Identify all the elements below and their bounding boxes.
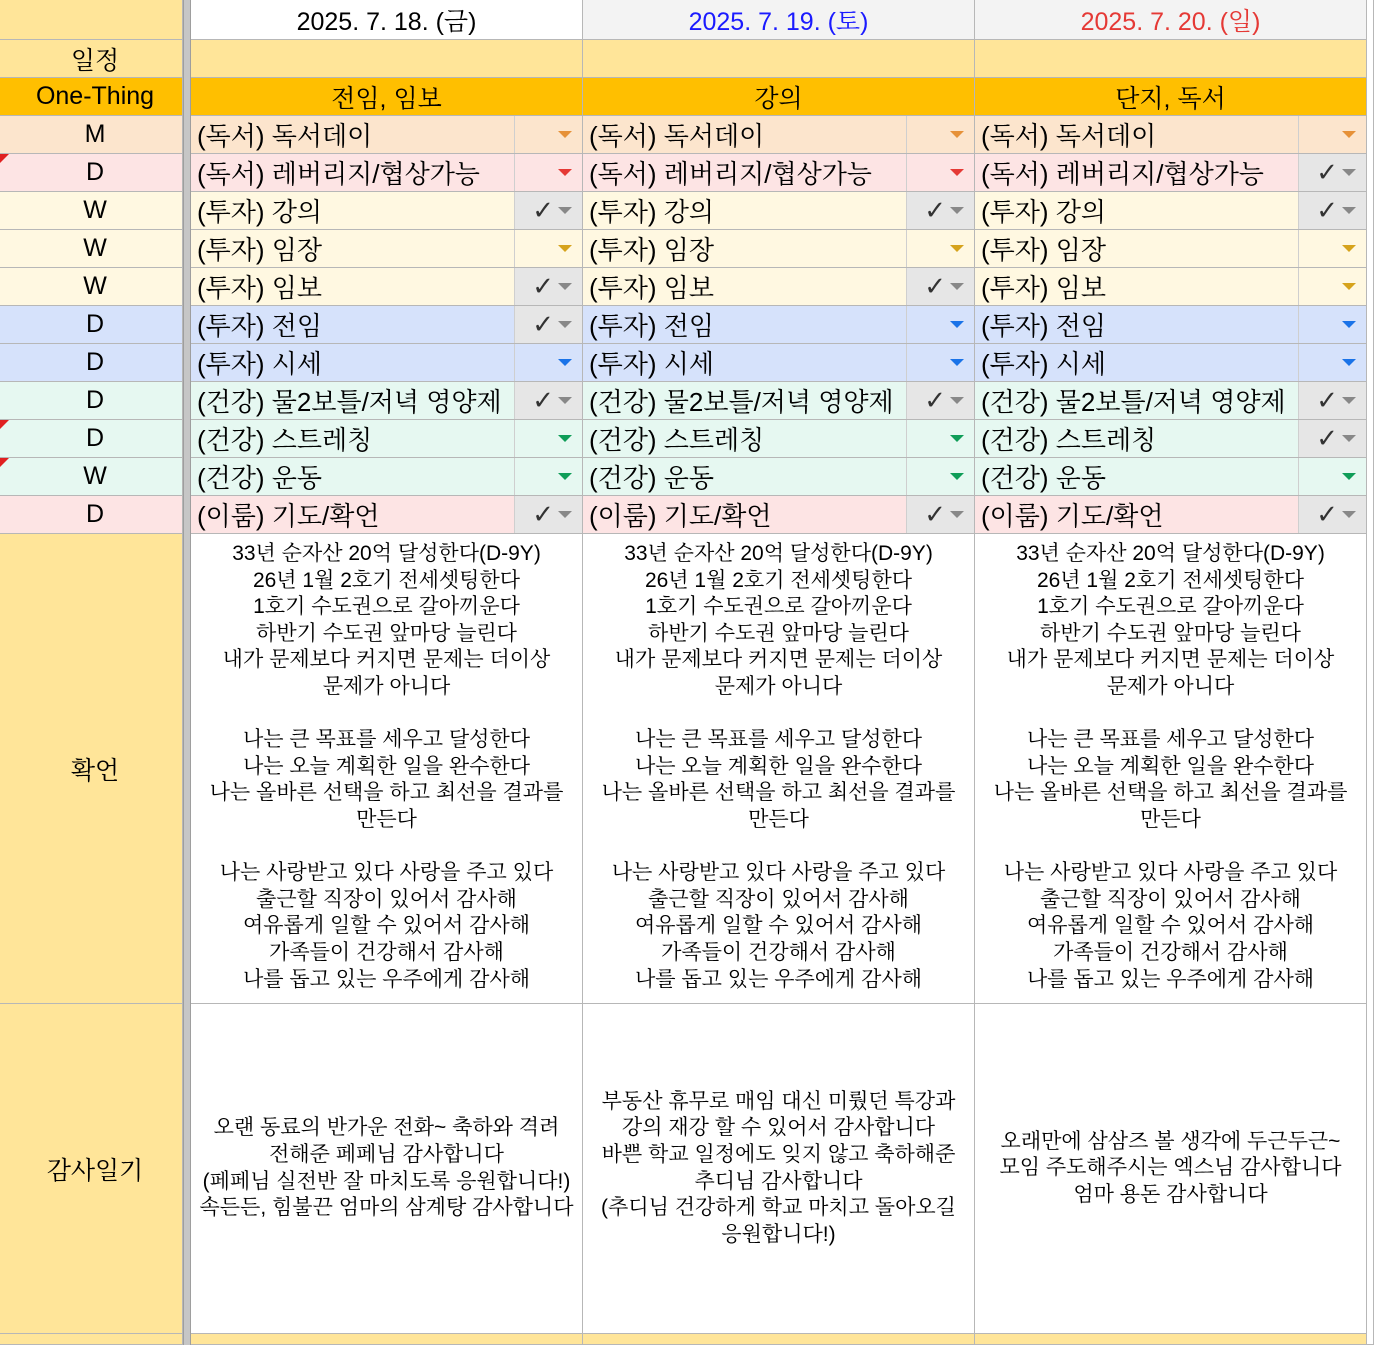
task-frequency-text: W bbox=[83, 234, 107, 262]
comment-indicator-icon[interactable] bbox=[0, 458, 9, 467]
dropdown-arrow-icon[interactable] bbox=[950, 435, 964, 442]
task-frequency-text: W bbox=[83, 272, 107, 300]
task-status-dropdown[interactable] bbox=[514, 458, 582, 495]
task-cell[interactable] bbox=[191, 458, 583, 496]
task-cell[interactable] bbox=[583, 306, 975, 344]
task-label: (독서) 독서데이 bbox=[197, 121, 373, 151]
gratitude-cell[interactable] bbox=[583, 1004, 975, 1334]
dropdown-arrow-icon[interactable] bbox=[558, 207, 572, 214]
comment-indicator-icon[interactable] bbox=[0, 420, 9, 429]
task-label: (건강) 운동 bbox=[981, 463, 1107, 493]
dropdown-arrow-icon[interactable] bbox=[558, 473, 572, 480]
gratitude-cell[interactable] bbox=[975, 1004, 1367, 1334]
label-schedule-text: 일정 bbox=[70, 46, 120, 75]
check-icon: ✓ bbox=[532, 385, 554, 416]
task-status-dropdown[interactable] bbox=[1298, 382, 1366, 419]
task-status-dropdown[interactable] bbox=[514, 306, 582, 343]
task-cell[interactable] bbox=[975, 154, 1367, 192]
task-status-dropdown[interactable] bbox=[514, 420, 582, 457]
task-frequency-text: D bbox=[85, 386, 105, 414]
dropdown-arrow-icon[interactable] bbox=[1342, 397, 1356, 404]
task-cell[interactable] bbox=[583, 116, 975, 154]
task-status-dropdown[interactable] bbox=[1298, 496, 1366, 533]
task-cell[interactable] bbox=[191, 344, 583, 382]
task-status-dropdown[interactable] bbox=[1298, 116, 1366, 153]
task-frequency-text: D bbox=[85, 500, 105, 528]
task-cell[interactable] bbox=[975, 268, 1367, 306]
task-cell[interactable] bbox=[583, 268, 975, 306]
dropdown-arrow-icon[interactable] bbox=[1342, 283, 1356, 290]
task-status-dropdown[interactable] bbox=[1298, 268, 1366, 305]
dropdown-arrow-icon[interactable] bbox=[950, 473, 964, 480]
dropdown-arrow-icon[interactable] bbox=[558, 435, 572, 442]
task-frequency-cell[interactable] bbox=[0, 154, 183, 192]
task-status-dropdown[interactable] bbox=[906, 192, 974, 229]
task-frequency-cell[interactable] bbox=[0, 458, 183, 496]
dropdown-arrow-icon[interactable] bbox=[1342, 245, 1356, 252]
task-label: (투자) 전임 bbox=[197, 311, 323, 341]
dropdown-arrow-icon[interactable] bbox=[558, 283, 572, 290]
date-header[interactable] bbox=[191, 0, 583, 40]
task-status-dropdown[interactable] bbox=[514, 192, 582, 229]
task-status-dropdown[interactable] bbox=[514, 344, 582, 381]
check-icon: ✓ bbox=[924, 271, 946, 302]
task-status-dropdown[interactable] bbox=[1298, 192, 1366, 229]
task-label: (건강) 물2보틀/저녁 영양제 bbox=[197, 387, 502, 417]
task-label: (독서) 레버리지/협상가능 bbox=[981, 159, 1264, 189]
task-label: (건강) 운동 bbox=[589, 463, 715, 493]
task-cell[interactable] bbox=[191, 382, 583, 420]
label-one-thing[interactable] bbox=[0, 78, 183, 116]
label-header-blank[interactable] bbox=[0, 0, 183, 40]
task-status-dropdown[interactable] bbox=[1298, 154, 1366, 191]
task-label: (투자) 시세 bbox=[197, 349, 323, 379]
task-label: (투자) 임보 bbox=[981, 273, 1107, 303]
task-cell[interactable] bbox=[191, 116, 583, 154]
task-frequency-cell[interactable] bbox=[0, 192, 183, 230]
task-status-dropdown[interactable] bbox=[514, 230, 582, 267]
task-status-dropdown[interactable] bbox=[906, 268, 974, 305]
task-label: (이룸) 기도/확언 bbox=[197, 501, 380, 531]
affirmation-cell[interactable] bbox=[191, 534, 583, 1004]
task-label: (투자) 강의 bbox=[589, 197, 715, 227]
task-label: (이룸) 기도/확언 bbox=[981, 501, 1164, 531]
dropdown-arrow-icon[interactable] bbox=[558, 131, 572, 138]
label-affirmation-text: 확언 bbox=[70, 756, 120, 785]
check-icon: ✓ bbox=[1316, 157, 1338, 188]
date-header-text: 2025. 7. 20. (일) bbox=[1080, 7, 1261, 36]
task-status-dropdown[interactable] bbox=[906, 306, 974, 343]
task-status-dropdown[interactable] bbox=[906, 116, 974, 153]
task-cell[interactable] bbox=[583, 230, 975, 268]
task-cell[interactable] bbox=[583, 192, 975, 230]
dropdown-arrow-icon[interactable] bbox=[558, 245, 572, 252]
dropdown-arrow-icon[interactable] bbox=[1342, 473, 1356, 480]
label-gratitude[interactable] bbox=[0, 1004, 183, 1334]
task-cell[interactable] bbox=[975, 306, 1367, 344]
task-status-dropdown[interactable] bbox=[514, 268, 582, 305]
task-status-dropdown[interactable] bbox=[906, 382, 974, 419]
task-frequency-cell[interactable] bbox=[0, 116, 183, 154]
dropdown-arrow-icon[interactable] bbox=[1342, 207, 1356, 214]
task-status-dropdown[interactable] bbox=[1298, 230, 1366, 267]
dropdown-arrow-icon[interactable] bbox=[950, 169, 964, 176]
task-frequency-cell[interactable] bbox=[0, 496, 183, 534]
dropdown-arrow-icon[interactable] bbox=[1342, 435, 1356, 442]
check-icon: ✓ bbox=[1316, 385, 1338, 416]
next-column-edge[interactable] bbox=[1367, 0, 1374, 1345]
gratitude-text: 부동산 휴무로 매임 대신 미뤘던 특강과 강의 재강 할 수 있어서 감사합니다 바쁜 학교 일정에도 잊지 않고 축하해준 추디님 감사합니다 (추디님 건강하게 학교 마치고 돌아오길 응원합니다!) bbox=[601, 1089, 956, 1246]
task-status-dropdown[interactable] bbox=[1298, 420, 1366, 457]
task-cell[interactable] bbox=[975, 420, 1367, 458]
next-row-cell[interactable] bbox=[583, 1334, 975, 1345]
task-status-dropdown[interactable] bbox=[1298, 306, 1366, 343]
task-cell[interactable] bbox=[191, 496, 583, 534]
gratitude-text: 오랜 동료의 반가운 전화~ 축하와 격려 전해준 페페님 감사합니다 (페페님 실전반 잘 마치도록 응원합니다!) 속든든, 힘불끈 엄마의 삼계탕 감사합니다 bbox=[199, 1116, 574, 1220]
task-label: (투자) 임장 bbox=[981, 235, 1107, 265]
date-header-text: 2025. 7. 19. (토) bbox=[688, 7, 869, 36]
dropdown-arrow-icon[interactable] bbox=[1342, 321, 1356, 328]
task-frequency-text: W bbox=[83, 196, 107, 224]
task-cell[interactable] bbox=[191, 268, 583, 306]
task-label: (투자) 전임 bbox=[981, 311, 1107, 341]
task-frequency-text: D bbox=[85, 348, 105, 376]
task-label: (건강) 스트레칭 bbox=[589, 425, 765, 455]
check-icon: ✓ bbox=[532, 271, 554, 302]
label-schedule[interactable] bbox=[0, 40, 183, 78]
task-cell[interactable] bbox=[191, 420, 583, 458]
task-frequency-text: W bbox=[83, 462, 107, 490]
schedule-cell[interactable] bbox=[583, 40, 975, 78]
task-cell[interactable] bbox=[583, 420, 975, 458]
dropdown-arrow-icon[interactable] bbox=[950, 245, 964, 252]
dropdown-arrow-icon[interactable] bbox=[1342, 169, 1356, 176]
dropdown-arrow-icon[interactable] bbox=[950, 511, 964, 518]
task-frequency-text: D bbox=[85, 424, 105, 452]
task-cell[interactable] bbox=[975, 192, 1367, 230]
task-label: (투자) 시세 bbox=[589, 349, 715, 379]
task-status-dropdown[interactable] bbox=[1298, 344, 1366, 381]
next-row-cell[interactable] bbox=[191, 1334, 583, 1345]
task-status-dropdown[interactable] bbox=[514, 382, 582, 419]
check-icon: ✓ bbox=[532, 309, 554, 340]
label-one-thing-text: One-Thing bbox=[35, 82, 155, 110]
affirmation-cell[interactable] bbox=[975, 534, 1367, 1004]
task-status-dropdown[interactable] bbox=[514, 116, 582, 153]
date-header[interactable] bbox=[975, 0, 1367, 40]
task-label: (독서) 레버리지/협상가능 bbox=[589, 159, 872, 189]
dropdown-arrow-icon[interactable] bbox=[950, 359, 964, 366]
label-gratitude-text: 감사일기 bbox=[46, 1156, 144, 1185]
dropdown-arrow-icon[interactable] bbox=[1342, 131, 1356, 138]
task-status-dropdown[interactable] bbox=[906, 154, 974, 191]
dropdown-arrow-icon[interactable] bbox=[558, 321, 572, 328]
frozen-column-divider[interactable] bbox=[183, 0, 191, 1345]
task-status-dropdown[interactable] bbox=[514, 496, 582, 533]
task-status-dropdown[interactable] bbox=[514, 154, 582, 191]
label-affirmation[interactable] bbox=[0, 534, 183, 1004]
task-cell[interactable] bbox=[975, 458, 1367, 496]
task-label: (건강) 물2보틀/저녁 영양제 bbox=[589, 387, 894, 417]
one-thing-cell[interactable] bbox=[191, 78, 583, 116]
task-cell[interactable] bbox=[191, 230, 583, 268]
one-thing-text: 전임, 임보 bbox=[331, 84, 442, 113]
task-frequency-cell[interactable] bbox=[0, 268, 183, 306]
task-frequency-text: M bbox=[84, 120, 106, 148]
task-cell[interactable] bbox=[583, 382, 975, 420]
affirmation-text: 33년 순자산 20억 달성한다(D-9Y) 26년 1월 2호기 전세셋팅한다 1호기 수도권으로 갈아끼운다 하반기 수도권 앞마당 늘린다 내가 문제보다 커지면 문제는 더이상 문제가 아니다 나는 큰 목표를 세우고 달성한다 나는 오늘 계획한 일을 완수한다 나는 올바른 선택을 하고 최선을 결과를 만든다 나는 사랑받고 있다 사랑을 주고 있다 출근할 직장이 있어서 감사해 여유롭게 일할 수 있어서 감사해 가족들이 건강해서 감사해 나를 돕고 있는 우주에게 감사해 bbox=[993, 542, 1348, 991]
task-label: (이룸) 기도/확언 bbox=[589, 501, 772, 531]
next-row-cell[interactable] bbox=[975, 1334, 1367, 1345]
task-status-dropdown[interactable] bbox=[906, 344, 974, 381]
check-icon: ✓ bbox=[924, 499, 946, 530]
task-label: (투자) 임보 bbox=[197, 273, 323, 303]
task-status-dropdown[interactable] bbox=[906, 496, 974, 533]
task-label: (건강) 운동 bbox=[197, 463, 323, 493]
task-frequency-text: D bbox=[85, 158, 105, 186]
task-cell[interactable] bbox=[975, 116, 1367, 154]
check-icon: ✓ bbox=[1316, 195, 1338, 226]
task-cell[interactable] bbox=[975, 382, 1367, 420]
task-label: (투자) 강의 bbox=[197, 197, 323, 227]
check-icon: ✓ bbox=[532, 499, 554, 530]
task-cell[interactable] bbox=[583, 496, 975, 534]
comment-indicator-icon[interactable] bbox=[0, 154, 9, 163]
dropdown-arrow-icon[interactable] bbox=[558, 397, 572, 404]
task-label: (투자) 강의 bbox=[981, 197, 1107, 227]
task-cell[interactable] bbox=[191, 306, 583, 344]
check-icon: ✓ bbox=[924, 385, 946, 416]
schedule-cell[interactable] bbox=[975, 40, 1367, 78]
schedule-cell[interactable] bbox=[191, 40, 583, 78]
task-frequency-text: D bbox=[85, 310, 105, 338]
check-icon: ✓ bbox=[924, 195, 946, 226]
affirmation-text: 33년 순자산 20억 달성한다(D-9Y) 26년 1월 2호기 전세셋팅한다 1호기 수도권으로 갈아끼운다 하반기 수도권 앞마당 늘린다 내가 문제보다 커지면 문제는 더이상 문제가 아니다 나는 큰 목표를 세우고 달성한다 나는 오늘 계획한 일을 완수한다 나는 올바른 선택을 하고 최선을 결과를 만든다 나는 사랑받고 있다 사랑을 주고 있다 출근할 직장이 있어서 감사해 여유롭게 일할 수 있어서 감사해 가족들이 건강해서 감사해 나를 돕고 있는 우주에게 감사해 bbox=[601, 542, 956, 991]
task-cell[interactable] bbox=[583, 154, 975, 192]
gratitude-text: 오래만에 삼삼즈 볼 생각에 두근두근~ 모임 주도해주시는 엑스님 감사합니다 엄마 용돈 감사합니다 bbox=[999, 1129, 1342, 1206]
dropdown-arrow-icon[interactable] bbox=[1342, 359, 1356, 366]
task-frequency-cell[interactable] bbox=[0, 344, 183, 382]
dropdown-arrow-icon[interactable] bbox=[950, 131, 964, 138]
task-label: (투자) 임장 bbox=[197, 235, 323, 265]
task-frequency-cell[interactable] bbox=[0, 230, 183, 268]
task-cell[interactable] bbox=[191, 192, 583, 230]
task-label: (건강) 물2보틀/저녁 영양제 bbox=[981, 387, 1286, 417]
affirmation-cell[interactable] bbox=[583, 534, 975, 1004]
affirmation-text: 33년 순자산 20억 달성한다(D-9Y) 26년 1월 2호기 전세셋팅한다 1호기 수도권으로 갈아끼운다 하반기 수도권 앞마당 늘린다 내가 문제보다 커지면 문제는 더이상 문제가 아니다 나는 큰 목표를 세우고 달성한다 나는 오늘 계획한 일을 완수한다 나는 올바른 선택을 하고 최선을 결과를 만든다 나는 사랑받고 있다 사랑을 주고 있다 출근할 직장이 있어서 감사해 여유롭게 일할 수 있어서 감사해 가족들이 건강해서 감사해 나를 돕고 있는 우주에게 감사해 bbox=[209, 542, 564, 991]
check-icon: ✓ bbox=[1316, 423, 1338, 454]
task-cell[interactable] bbox=[191, 154, 583, 192]
gratitude-cell[interactable] bbox=[191, 1004, 583, 1334]
dropdown-arrow-icon[interactable] bbox=[950, 207, 964, 214]
date-header[interactable] bbox=[583, 0, 975, 40]
task-status-dropdown[interactable] bbox=[906, 420, 974, 457]
dropdown-arrow-icon[interactable] bbox=[558, 359, 572, 366]
task-cell[interactable] bbox=[975, 496, 1367, 534]
label-next-row[interactable] bbox=[0, 1334, 183, 1345]
task-label: (투자) 임장 bbox=[589, 235, 715, 265]
task-label: (독서) 독서데이 bbox=[981, 121, 1157, 151]
dropdown-arrow-icon[interactable] bbox=[558, 511, 572, 518]
task-label: (독서) 레버리지/협상가능 bbox=[197, 159, 480, 189]
task-status-dropdown[interactable] bbox=[906, 458, 974, 495]
task-cell[interactable] bbox=[583, 458, 975, 496]
task-label: (투자) 전임 bbox=[589, 311, 715, 341]
task-label: (건강) 스트레칭 bbox=[197, 425, 373, 455]
task-frequency-cell[interactable] bbox=[0, 306, 183, 344]
dropdown-arrow-icon[interactable] bbox=[950, 283, 964, 290]
dropdown-arrow-icon[interactable] bbox=[950, 397, 964, 404]
check-icon: ✓ bbox=[1316, 499, 1338, 530]
task-cell[interactable] bbox=[975, 344, 1367, 382]
dropdown-arrow-icon[interactable] bbox=[558, 169, 572, 176]
task-cell[interactable] bbox=[583, 344, 975, 382]
task-status-dropdown[interactable] bbox=[906, 230, 974, 267]
one-thing-text: 강의 bbox=[754, 84, 803, 113]
task-frequency-cell[interactable] bbox=[0, 382, 183, 420]
task-label: (건강) 스트레칭 bbox=[981, 425, 1157, 455]
task-cell[interactable] bbox=[975, 230, 1367, 268]
date-header-text: 2025. 7. 18. (금) bbox=[296, 7, 477, 36]
task-label: (투자) 시세 bbox=[981, 349, 1107, 379]
dropdown-arrow-icon[interactable] bbox=[1342, 511, 1356, 518]
check-icon: ✓ bbox=[532, 195, 554, 226]
task-label: (투자) 임보 bbox=[589, 273, 715, 303]
one-thing-text: 단지, 독서 bbox=[1115, 84, 1226, 113]
task-status-dropdown[interactable] bbox=[1298, 458, 1366, 495]
one-thing-cell[interactable] bbox=[583, 78, 975, 116]
dropdown-arrow-icon[interactable] bbox=[950, 321, 964, 328]
task-frequency-cell[interactable] bbox=[0, 420, 183, 458]
one-thing-cell[interactable] bbox=[975, 78, 1367, 116]
task-label: (독서) 독서데이 bbox=[589, 121, 765, 151]
